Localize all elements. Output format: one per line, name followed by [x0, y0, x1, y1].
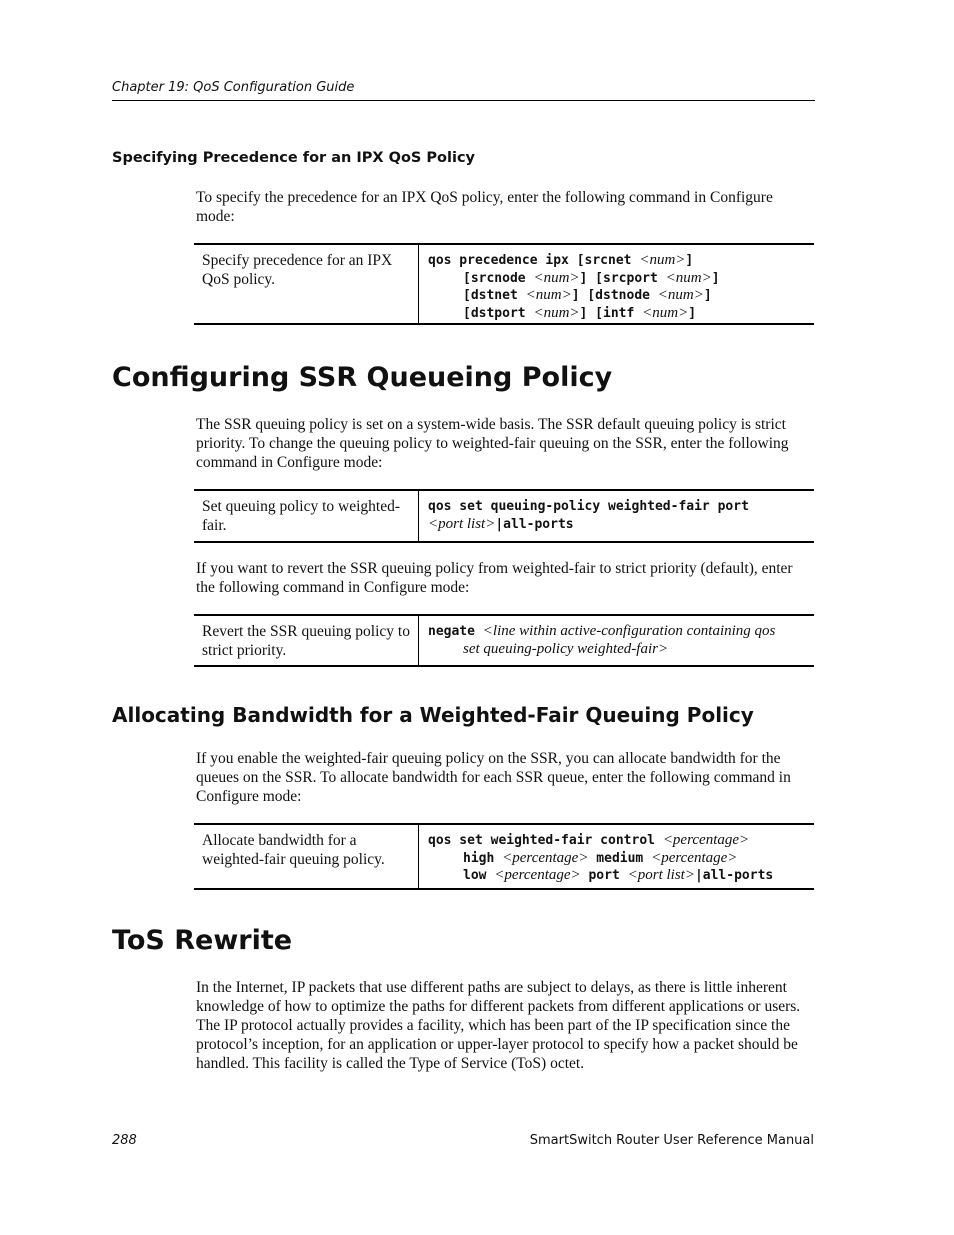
command-description: Set queuing policy to weighted-fair.: [194, 491, 419, 541]
command-syntax: [419, 491, 814, 541]
paragraph-bandwidth-intro: If you enable the weighted-fair queuing policy on the SSR, you can allocate bandwidth for the queues on the SSR. To allocate bandwidth for each SSR queue, enter the following command in Configure mode:: [196, 750, 791, 805]
command-syntax: [419, 616, 814, 665]
syntax-line: qos precedence ipx [srcnet <num>]: [428, 252, 694, 268]
paragraph-ssr-intro: The SSR queuing policy is set on a system-wide basis. The SSR default queuing policy is strict priority. To change the queuing policy to weighted-fair queuing on the SSR, enter the following command in Configure mode:: [196, 416, 789, 471]
command-description: Allocate bandwidth for a weighted-fair queuing policy.: [194, 825, 419, 888]
syntax-line: negate <line within active-configuration containing qos: [428, 623, 776, 639]
heading-ipx-precedence: Specifying Precedence for an IPX QoS Policy: [112, 150, 475, 166]
command-table-negate: [194, 614, 814, 667]
manual-title: SmartSwitch Router User Reference Manual: [529, 1133, 814, 1148]
heading-ssr-queueing: Configuring SSR Queueing Policy: [112, 362, 613, 393]
heading-tos-rewrite: ToS Rewrite: [112, 925, 293, 956]
command-description: Specify precedence for an IPX QoS policy.: [194, 245, 419, 323]
syntax-line: [dstport <num>] [intf <num>]: [463, 304, 697, 321]
syntax-line: [dstnet <num>] [dstnode <num>]: [463, 287, 712, 303]
syntax-line: [srcnode <num>] [srcport <num>]: [463, 269, 720, 286]
syntax-line: low <percentage> port <port list>|all-ports: [463, 867, 774, 883]
paragraph-ipx-intro: To specify the precedence for an IPX QoS policy, enter the following command in Configure mode:: [196, 189, 773, 225]
command-description: Revert the SSR queuing policy to strict priority.: [194, 616, 419, 665]
syntax-line: qos set queuing-policy weighted-fair port: [428, 499, 749, 514]
syntax-line: set queuing-policy weighted-fair>: [463, 640, 669, 657]
header-rule: [112, 100, 815, 101]
paragraph-tos-intro: In the Internet, IP packets that use different paths are subject to delays, as there is little inherent knowledge of how to optimize the paths for different packets from different applications or users. The IP protocol actually provides a facility, which has been part of the IP specification since the protocol’s inception, for an application or upper-layer protocol to specify how a packet should be handled. This facility is called the Type of Service (ToS) octet.: [196, 979, 801, 1072]
command-syntax: [419, 825, 814, 888]
page-number: 288: [112, 1133, 137, 1148]
command-table-ipx: [194, 243, 814, 325]
command-table-queuing-policy: [194, 489, 814, 543]
command-syntax: [419, 245, 814, 323]
heading-allocating-bandwidth: Allocating Bandwidth for a Weighted-Fair Queuing Policy: [112, 703, 754, 727]
command-table-weighted-fair: [194, 823, 814, 890]
syntax-line: <port list>|all-ports: [428, 515, 574, 532]
running-header: Chapter 19: QoS Configuration Guide: [112, 80, 355, 95]
syntax-line: high <percentage> medium <percentage>: [463, 849, 738, 866]
paragraph-revert-intro: If you want to revert the SSR queuing policy from weighted-fair to strict priority (default), enter the following command in Configure mode:: [196, 560, 793, 596]
syntax-line: qos set weighted-fair control <percentage>: [428, 832, 750, 848]
